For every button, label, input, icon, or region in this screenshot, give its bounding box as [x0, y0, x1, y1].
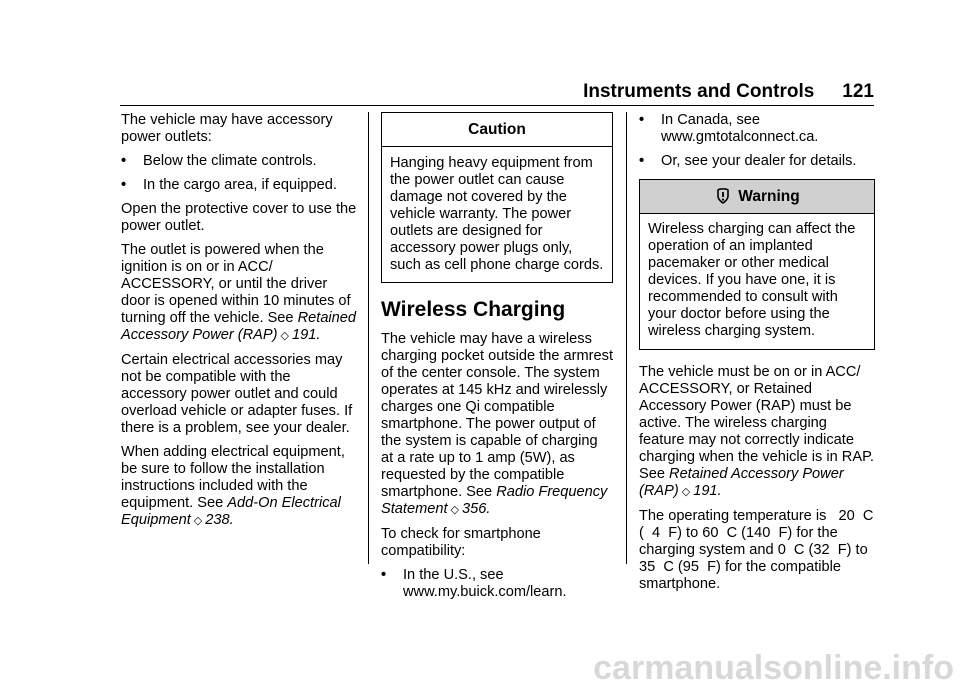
column-divider-1: [368, 112, 369, 564]
header-rule: [120, 105, 874, 106]
warning-header: [640, 180, 874, 214]
intro-text: The vehicle may have accessory power outlets:: [121, 112, 333, 145]
list-item: • Or, see your dealer for details.: [639, 153, 857, 169]
warning-box: [639, 179, 875, 350]
radio-frequency-link[interactable]: Radio Frequency Statement: [381, 484, 608, 517]
add-on-link[interactable]: Add-On Electrical Equipment: [121, 495, 341, 528]
operating-temp-text: The operating temperature is 20 C ( 4 F) to 60 C (140 F) for the charging system and 0 C (32 F) to 35 C (95 F) for the compatible smartphone.: [639, 508, 878, 592]
list-item: • In Canada, see www.gmtotalconnect.ca.: [639, 112, 819, 145]
page-number: 121: [842, 81, 874, 102]
rap-link-2[interactable]: Retained Accessory Power (RAP): [639, 466, 844, 499]
bullet-glyph: •: [121, 153, 127, 169]
bullet-glyph: •: [639, 112, 645, 128]
bullet-glyph: •: [121, 177, 127, 193]
warning-title: Warning: [738, 187, 800, 205]
add-on-page-ref[interactable]: 238.: [205, 512, 234, 528]
page-header: [0, 80, 874, 104]
warning-icon: [714, 187, 732, 205]
xref-icon: ◇: [280, 330, 289, 342]
open-cover-text: Open the protective cover to use the power outlet.: [121, 201, 357, 234]
caution-text: Hanging heavy equipment from the power outlet can cause damage not covered by the vehicle warranty. The power outlets are designed for accessory power plugs only, such as cell phone charge cords.: [382, 146, 612, 282]
column-2: [381, 112, 613, 608]
list-item: • In the U.S., see www.my.buick.com/learn.: [381, 567, 567, 600]
list-item: • In the cargo area, if equipped.: [121, 177, 337, 193]
section-title-header: Instruments and Controls: [583, 81, 815, 102]
rap-page-ref-2[interactable]: 191.: [693, 483, 722, 499]
radio-frequency-page-ref[interactable]: 356.: [462, 501, 491, 517]
vehicle-on-text: The vehicle must be on or in ACC/ ACCESSORY, or Retained Accessory Power (RAP) must be active. The wireless charging feature may not correctly indicate charging when the vehicle is in RAP. See Retained Accessory Power (RAP) ◇ 191.: [639, 364, 874, 499]
wireless-charging-heading: Wireless Charging: [381, 298, 566, 321]
bullet-glyph: •: [381, 567, 387, 583]
watermark: carmanualsonline.info: [593, 649, 954, 687]
wireless-text: The vehicle may have a wireless charging pocket outside the armrest of the center console. The system operates at 145 kHz and wirelessly charges one Qi compatible smartphone. The power output of the system is capable of charging at a rate up to 1 amp (5W), as requested by the compatible smartphone. See Radio Frequency Statement ◇ 356.: [381, 331, 614, 517]
compatibility-text: Certain electrical accessories may not be compatible with the accessory power outlet and could overload vehicle or adapter fuses. If there is a problem, see your dealer.: [121, 352, 353, 436]
check-compat-text: To check for smartphone compatibility:: [381, 526, 541, 559]
caution-box: [381, 112, 613, 283]
bullet-glyph: •: [639, 153, 645, 169]
caution-title: Caution: [468, 121, 526, 138]
column-3: [639, 112, 878, 600]
warning-text: Wireless charging can affect the operation of an implanted pacemaker or other medical devices. If you have one, it is recommended to consult with your doctor before using the wireless charging system.: [648, 221, 856, 339]
xref-icon: ◇: [450, 504, 459, 516]
xref-icon: ◇: [681, 486, 691, 498]
column-divider-2: [626, 112, 627, 564]
rap-link[interactable]: Retained Accessory Power (RAP): [121, 310, 357, 343]
list-item: • Below the climate controls.: [121, 153, 317, 169]
column-1: [121, 112, 358, 537]
powered-text: The outlet is powered when the ignition is on or in ACC/ ACCESSORY, or until the driver door is opened within 10 minutes of turning off the vehicle. See Retained Accessory Power (RAP) ◇ 191.: [121, 242, 357, 343]
xref-icon: ◇: [193, 515, 203, 527]
adding-equipment-text: When adding electrical equipment, be sure to follow the installation instructions included with the equipment. See Add-On Electrical Equipment ◇ 238.: [121, 444, 345, 528]
rap-page-ref[interactable]: 191.: [291, 327, 321, 343]
